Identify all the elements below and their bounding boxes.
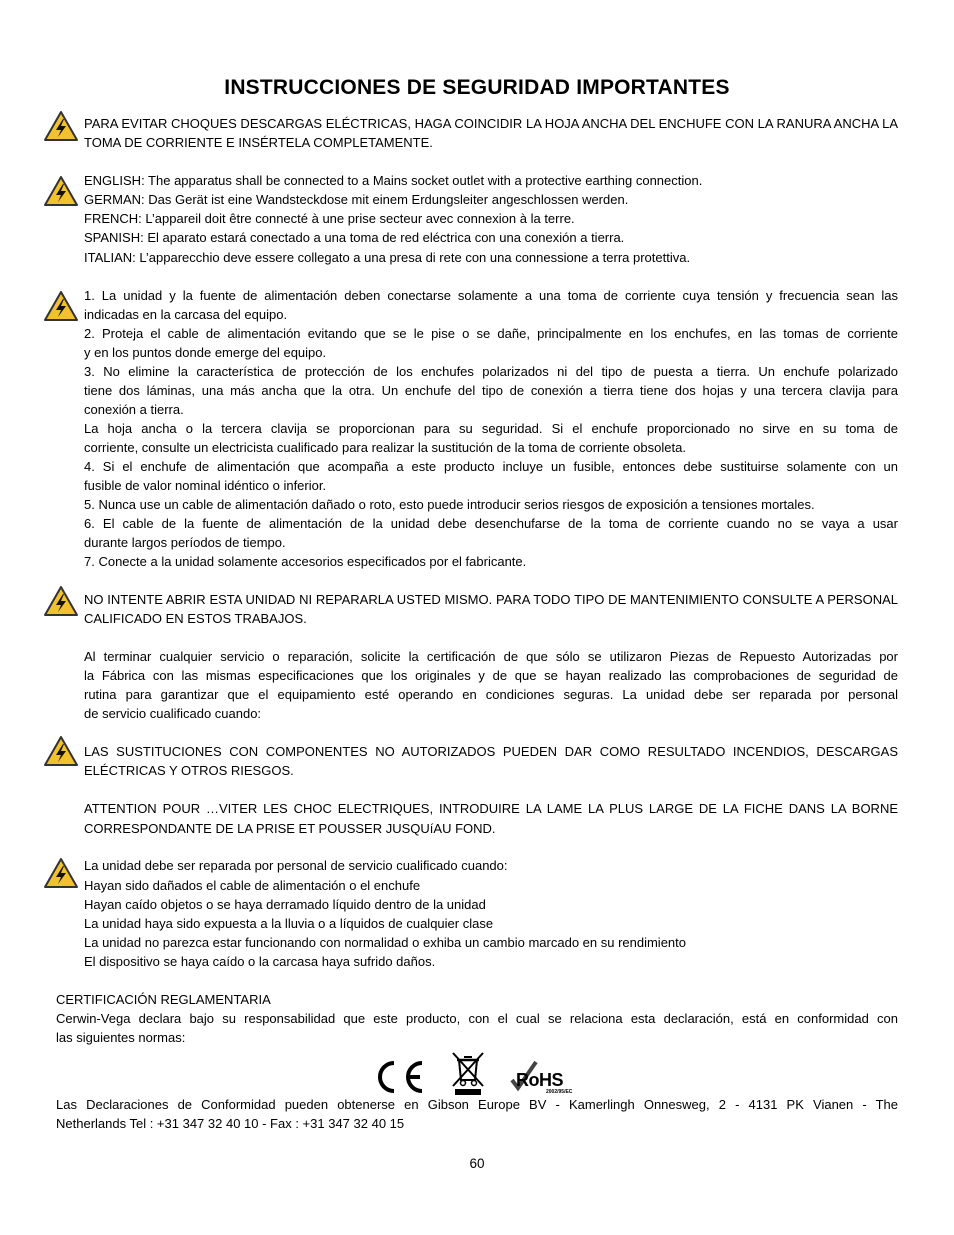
text-line: durante largos períodos de tiempo. [84, 535, 286, 550]
text-line: La hoja ancha o la tercera clavija se proporcionan para su seguridad. Si el enchufe proporcionado no sirve en su toma de [84, 421, 898, 436]
warning-electric-icon [43, 735, 79, 767]
text-line: Las Declaraciones de Conformidad pueden obtenerse en Gibson Europe BV - Kamerlingh Onnesweg, 2 - 4131 PK Vianen - The [56, 1097, 898, 1112]
text-line: 6. El cable de la fuente de alimentación de la unidad debe desenchufarse de la toma de corriente cuando no se vaya a usar [84, 516, 898, 531]
rohs-text: RoHS [516, 1070, 563, 1090]
text-line: 5. Nunca use un cable de alimentación dañado o roto, esto puede introducir serios riesgos de exposición a tensiones mortales. [84, 497, 815, 512]
text-line: 7. Conecte a la unidad solamente accesorios especificados por el fabricante. [84, 554, 527, 569]
text-line: Hayan caído objetos o se haya derramado líquido dentro de la unidad [84, 897, 486, 912]
text-line: Netherlands Tel : +31 347 32 40 10 - Fax : +31 347 32 40 15 [56, 1116, 405, 1131]
text-line: 3. No elimine la característica de protección de los enchufes polarizados ni del tipo de puesta a tierra. Un enchufe polarizado [84, 364, 898, 379]
rohs-icon [506, 1058, 578, 1094]
text-line: indicadas en la carcasa del equipo. [84, 307, 288, 322]
text-line: ENGLISH: The apparatus shall be connected to a Mains socket outlet with a protective earthing connection. [84, 173, 703, 188]
warning-electric-icon [43, 175, 79, 207]
text-line: TOMA DE CORRIENTE E INSÉRTELA COMPLETAMENTE. [84, 135, 433, 150]
text-line: La unidad no parezca estar funcionando con normalidad o exhiba un cambio marcado en su rendimiento [84, 935, 686, 950]
page-title: INSTRUCCIONES DE SEGURIDAD IMPORTANTES [224, 76, 730, 99]
text-line: NO INTENTE ABRIR ESTA UNIDAD NI REPARARLA USTED MISMO. PARA TODO TIPO DE MANTENIMIENTO CONSULTE A PERSONAL [84, 592, 898, 607]
text-line: El dispositivo se haya caído o la carcasa haya sufrido daños. [84, 954, 436, 969]
text-line: La unidad debe ser reparada por personal de servicio cualificado cuando: [84, 858, 508, 873]
text-line: 2. Proteja el cable de alimentación evitando que se le pise o se dañe, principalmente en los enchufes, en las tomas de corriente [84, 326, 898, 341]
warning-electric-icon [43, 110, 79, 142]
text-line: las siguientes normas: [56, 1030, 186, 1045]
text-line: y en los puntos donde emerge del equipo. [84, 345, 327, 360]
rohs-directive: 2002/95/EC [546, 1089, 573, 1095]
text-line: corriente, consulte un electricista cualificado para realizar la sustitución de la toma de corriente obsoleta. [84, 440, 686, 455]
page-number: 60 [469, 1156, 485, 1171]
text-line: fusible de valor nominal idéntico o inferior. [84, 478, 327, 493]
text-line: Cerwin-Vega declara bajo su responsabilidad que este producto, con el cual se relaciona esta declaración, está en conformidad con [56, 1011, 898, 1026]
text-line: la Fábrica con las mismas especificaciones que los originales y de que se hayan realizado las comprobaciones de seguridad de [84, 668, 898, 683]
ce-mark-icon [372, 1057, 428, 1097]
warning-electric-icon [43, 290, 79, 322]
text-line: CALIFICADO EN ESTOS TRABAJOS. [84, 611, 307, 626]
text-line: SPANISH: El aparato estará conectado a una toma de red eléctrica con una conexión a tierra. [84, 230, 625, 245]
warning-electric-icon [43, 857, 79, 889]
text-line: FRENCH: L’appareil doit être connecté à une prise secteur avec connexion à la terre. [84, 211, 575, 226]
text-line: ITALIAN: L’apparecchio deve essere collegato a una presa di rete con una connessione a terra protettiva. [84, 250, 691, 265]
text-line: de servicio cualificado cuando: [84, 706, 262, 721]
text-line: ELÉCTRICAS Y OTROS RIESGOS. [84, 763, 294, 778]
text-line: PARA EVITAR CHOQUES DESCARGAS ELÉCTRICAS, HAGA COINCIDIR LA HOJA ANCHA DEL ENCHUFE CON LA RANURA ANCHA LA [84, 116, 898, 131]
text-line: Hayan sido dañados el cable de alimentación o el enchufe [84, 878, 421, 893]
text-line: GERMAN: Das Gerät ist eine Wandsteckdose mit einem Erdungsleiter angeschlossen werden. [84, 192, 629, 207]
text-line: conexión a tierra. [84, 402, 184, 417]
text-line: CORRESPONDANTE DE LA PRISE ET POUSSER JUSQUíAU FOND. [84, 821, 496, 836]
text-line: tiene dos láminas, una más ancha que la otra. Un enchufe del tipo de conexión a tierra tiene dos hojas y una tercera clavija para [84, 383, 898, 398]
text-line: CERTIFICACIÓN REGLAMENTARIA [56, 992, 271, 1007]
text-line: 4. Si el enchufe de alimentación que acompaña a este producto incluye un fusible, entonces debe sustituirse solamente con un [84, 459, 898, 474]
text-line: 1. La unidad y la fuente de alimentación deben conectarse solamente a una toma de corriente cuya tensión y frecuencia sean las [84, 288, 898, 303]
text-line: Al terminar cualquier servicio o reparación, solicite la certificación de que sólo se utilizaron Piezas de Repuesto Autorizadas por [84, 649, 898, 664]
text-line: ATTENTION POUR …VITER LES CHOC ELECTRIQUES, INTRODUIRE LA LAME LA PLUS LARGE DE LA FICHE DANS LA BORNE [84, 801, 898, 816]
weee-bin-icon [449, 1050, 487, 1096]
text-line: La unidad haya sido expuesta a la lluvia o a líquidos de cualquier clase [84, 916, 494, 931]
text-line: LAS SUSTITUCIONES CON COMPONENTES NO AUTORIZADOS PUEDEN DAR COMO RESULTADO INCENDIOS, DESCARGAS [84, 744, 898, 759]
warning-electric-icon [43, 585, 79, 617]
text-line: rutina para garantizar que el equipamiento esté operando en condiciones seguras. La unidad debe ser reparada por personal [84, 687, 898, 702]
